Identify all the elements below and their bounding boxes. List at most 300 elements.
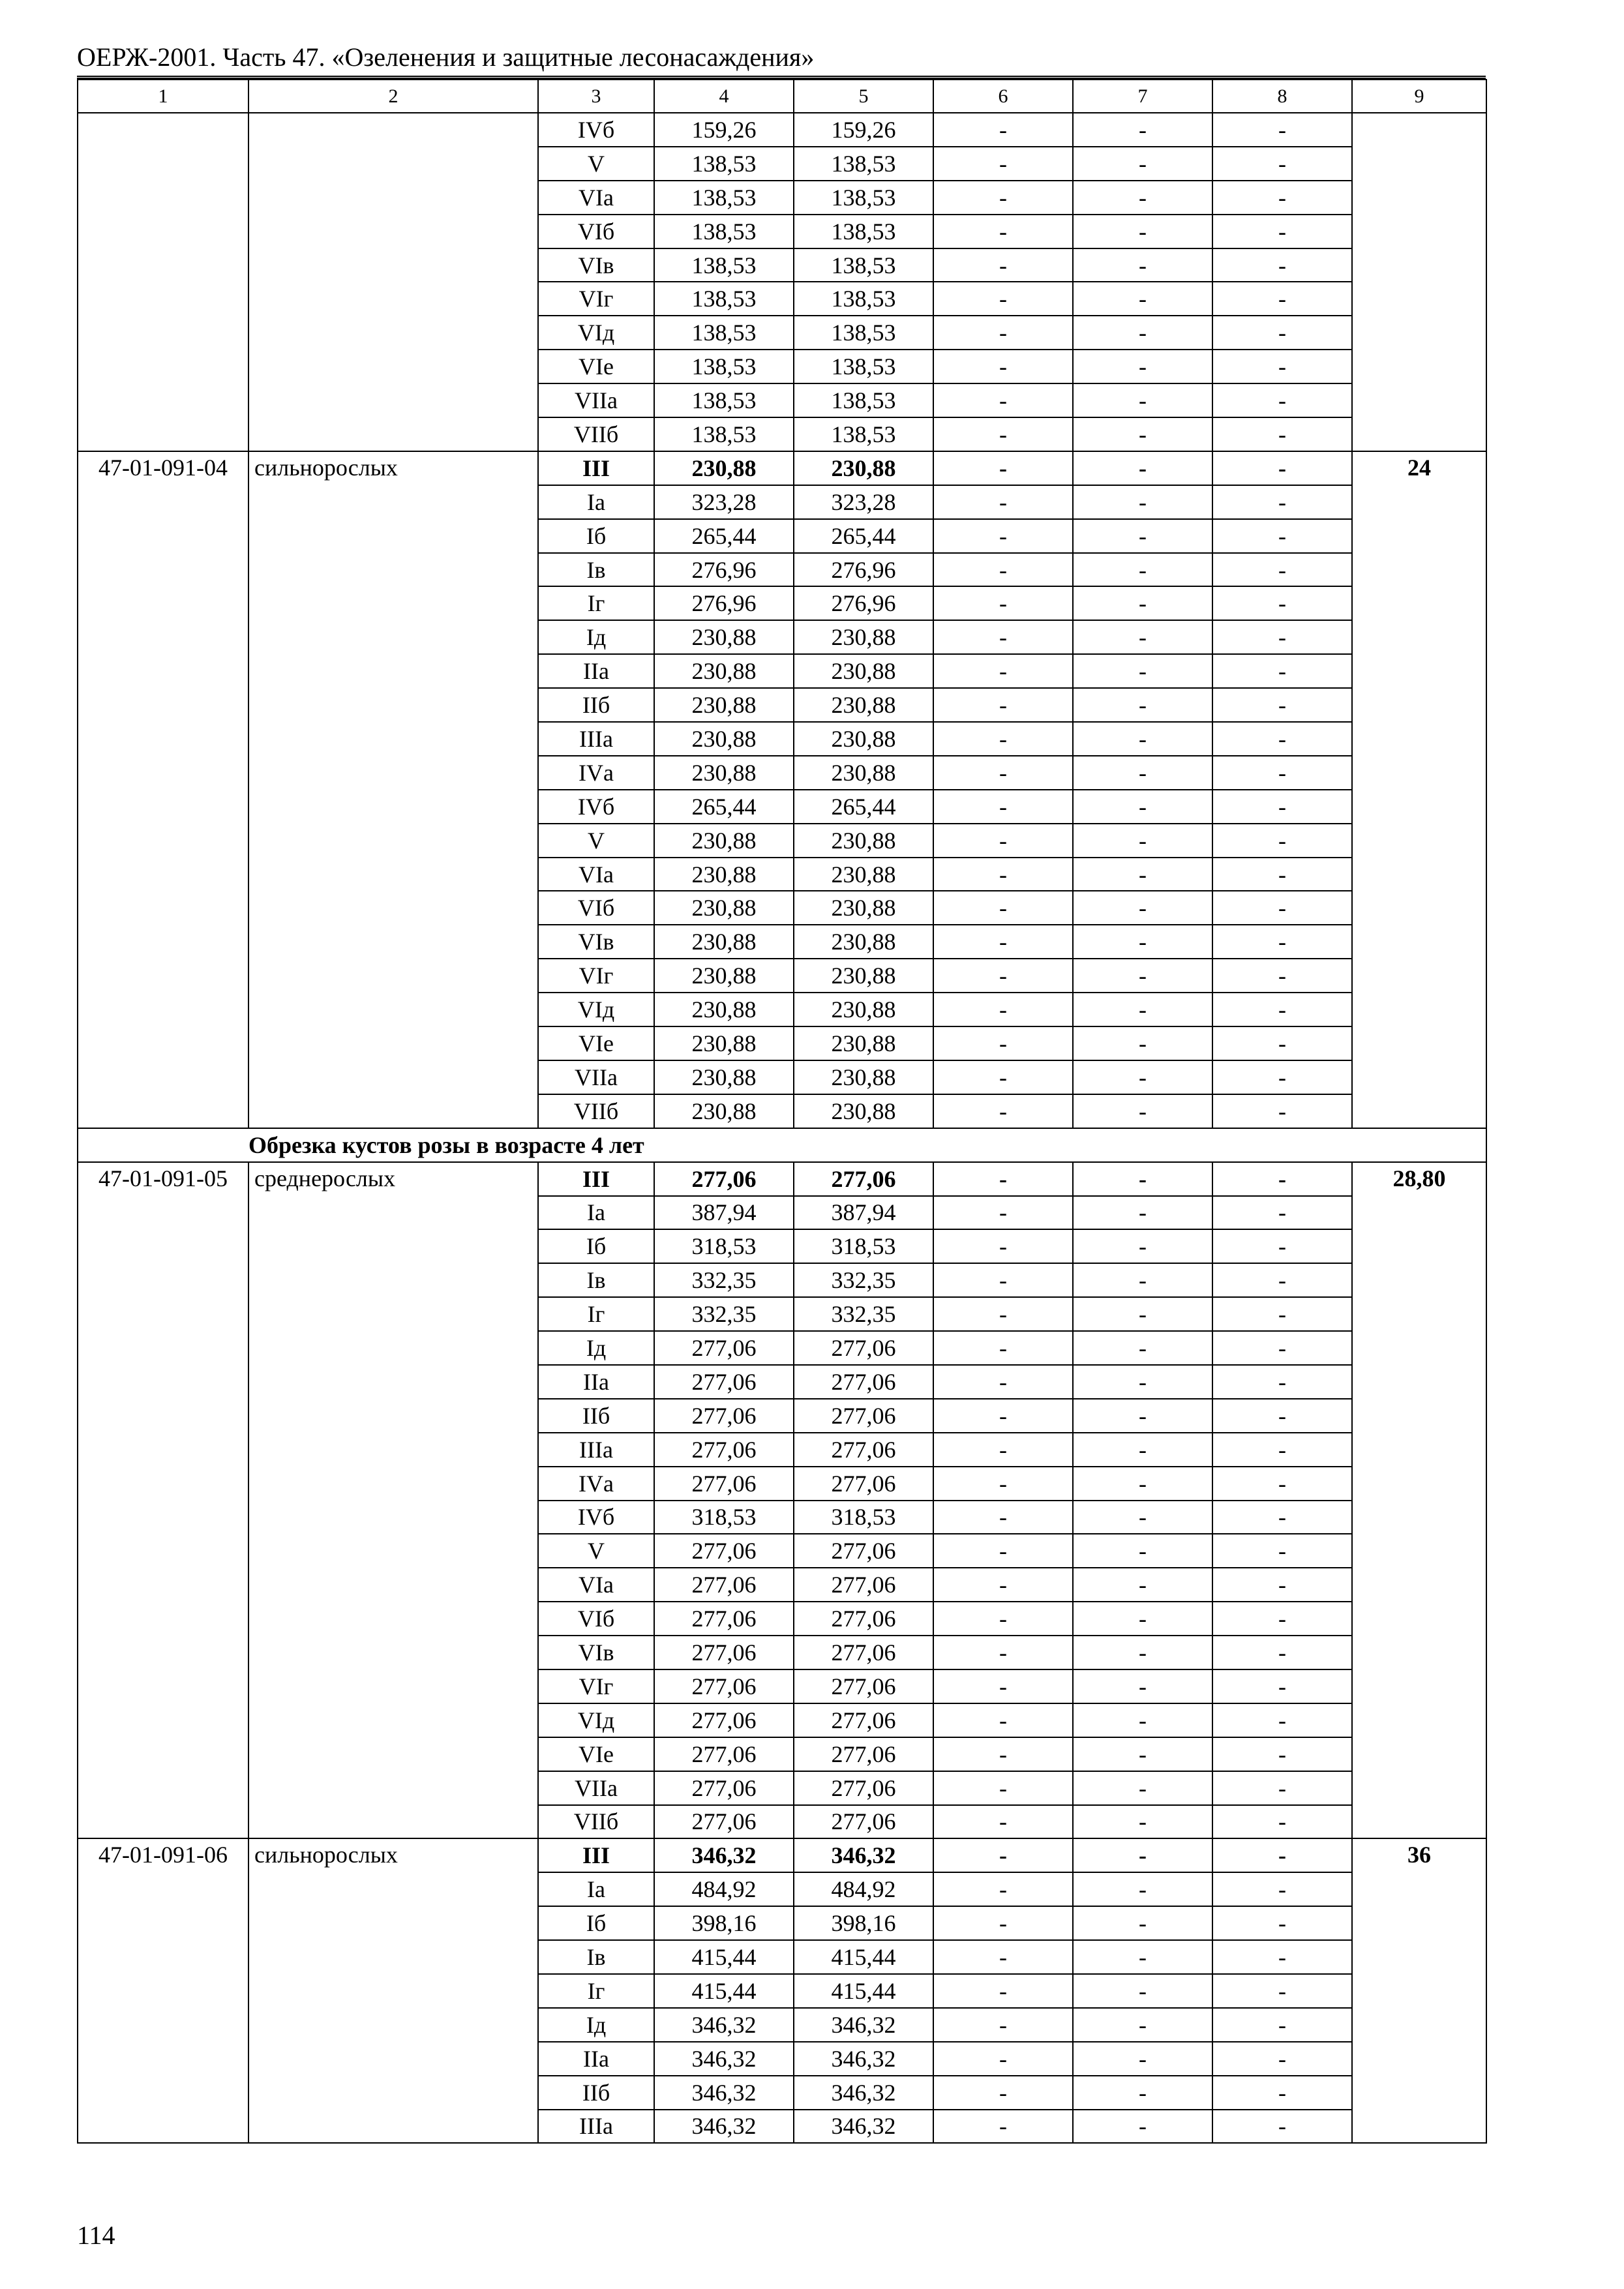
value-col5: 277,06 [794, 1162, 933, 1196]
dash-col7: - [1073, 1094, 1212, 1128]
value-col4: 230,88 [654, 925, 794, 959]
dash-col6: - [933, 1974, 1073, 2008]
rate-name: сильнорослых [248, 451, 538, 1128]
value-col4: 277,06 [654, 1365, 794, 1399]
dash-col6: - [933, 1703, 1073, 1737]
value-col5: 346,32 [794, 2110, 933, 2144]
dash-col6: - [933, 1501, 1073, 1534]
value-col5: 346,32 [794, 1838, 933, 1872]
dash-col8: - [1212, 2008, 1352, 2042]
zone-cell: IVб [538, 790, 654, 824]
value-col4: 138,53 [654, 350, 794, 383]
column-number: 9 [1352, 80, 1486, 113]
column-number: 4 [654, 80, 794, 113]
value-col4: 484,92 [654, 1872, 794, 1906]
dash-col8: - [1212, 350, 1352, 383]
column-number-row [78, 80, 1486, 113]
section-spacer [78, 1128, 248, 1162]
dash-col8: - [1212, 1805, 1352, 1839]
column-number: 7 [1073, 80, 1212, 113]
dash-col6: - [933, 1196, 1073, 1230]
value-col4: 159,26 [654, 113, 794, 147]
dash-col6: - [933, 215, 1073, 248]
dash-col7: - [1073, 248, 1212, 282]
value-col4: 277,06 [654, 1669, 794, 1703]
zone-cell: V [538, 147, 654, 181]
dash-col6: - [933, 417, 1073, 451]
dash-col8: - [1212, 248, 1352, 282]
dash-col6: - [933, 113, 1073, 147]
value-col4: 277,06 [654, 1399, 794, 1433]
dash-col7: - [1073, 688, 1212, 722]
dash-col8: - [1212, 993, 1352, 1026]
zone-cell: VIа [538, 181, 654, 215]
dash-col6: - [933, 1094, 1073, 1128]
dash-col7: - [1073, 350, 1212, 383]
value-col5: 159,26 [794, 113, 933, 147]
zone-cell: VIIб [538, 1805, 654, 1839]
dash-col6: - [933, 1467, 1073, 1501]
dash-col8: - [1212, 959, 1352, 993]
value-col5: 230,88 [794, 1094, 933, 1128]
dash-col7: - [1073, 1805, 1212, 1839]
zone-cell: IIIа [538, 2110, 654, 2144]
dash-col6: - [933, 586, 1073, 620]
zone-cell: VIд [538, 1703, 654, 1737]
dash-col8: - [1212, 1872, 1352, 1906]
value-col4: 265,44 [654, 519, 794, 553]
zone-cell: III [538, 1838, 654, 1872]
value-col4: 277,06 [654, 1467, 794, 1501]
dash-col8: - [1212, 147, 1352, 181]
dash-col6: - [933, 1365, 1073, 1399]
rate-name: среднерослых [248, 1162, 538, 1839]
zone-cell: IIа [538, 1365, 654, 1399]
value-col5: 138,53 [794, 417, 933, 451]
value-col4: 387,94 [654, 1196, 794, 1230]
value-col4: 277,06 [654, 1568, 794, 1602]
column-number: 6 [933, 80, 1073, 113]
dash-col7: - [1073, 1669, 1212, 1703]
value-col4: 346,32 [654, 1838, 794, 1872]
value-col4: 398,16 [654, 1906, 794, 1940]
dash-col8: - [1212, 451, 1352, 485]
value-col5: 138,53 [794, 215, 933, 248]
dash-col8: - [1212, 485, 1352, 519]
dash-col7: - [1073, 790, 1212, 824]
zone-cell: IIб [538, 1399, 654, 1433]
zone-cell: VIа [538, 858, 654, 891]
dash-col7: - [1073, 959, 1212, 993]
value-col4: 230,88 [654, 654, 794, 688]
rate-code: 47-01-091-06 [78, 1838, 248, 2143]
dash-col8: - [1212, 1974, 1352, 2008]
value-col5: 277,06 [794, 1669, 933, 1703]
value-col4: 230,88 [654, 858, 794, 891]
page-header-title: ОЕРЖ-2001. Часть 47. «Озеленения и защитные лесонасаждения» [77, 39, 1486, 79]
zone-cell: VIв [538, 1636, 654, 1669]
zone-cell: VIд [538, 316, 654, 350]
value-col4: 138,53 [654, 282, 794, 316]
dash-col7: - [1073, 620, 1212, 654]
value-col5: 415,44 [794, 1940, 933, 1974]
value-col4: 415,44 [654, 1940, 794, 1974]
dash-col8: - [1212, 215, 1352, 248]
dash-col8: - [1212, 1838, 1352, 1872]
value-col5: 138,53 [794, 248, 933, 282]
dash-col7: - [1073, 147, 1212, 181]
dash-col8: - [1212, 417, 1352, 451]
value-col5: 398,16 [794, 1906, 933, 1940]
zone-cell: IIб [538, 688, 654, 722]
dash-col7: - [1073, 1263, 1212, 1297]
dash-col6: - [933, 722, 1073, 756]
value-col4: 276,96 [654, 553, 794, 587]
value-col5: 277,06 [794, 1703, 933, 1737]
dash-col8: - [1212, 1026, 1352, 1060]
dash-col6: - [933, 1872, 1073, 1906]
value-col4: 318,53 [654, 1501, 794, 1534]
dash-col6: - [933, 1331, 1073, 1365]
zone-cell: VIг [538, 959, 654, 993]
value-col5: 318,53 [794, 1229, 933, 1263]
value-col4: 277,06 [654, 1703, 794, 1737]
dash-col6: - [933, 620, 1073, 654]
dash-col6: - [933, 383, 1073, 417]
dash-col6: - [933, 1229, 1073, 1263]
zone-cell: IVа [538, 1467, 654, 1501]
value-col5: 230,88 [794, 756, 933, 790]
dash-col8: - [1212, 925, 1352, 959]
value-col4: 346,32 [654, 2042, 794, 2076]
dash-col6: - [933, 1669, 1073, 1703]
zone-cell: VIг [538, 1669, 654, 1703]
dash-col8: - [1212, 1906, 1352, 1940]
zone-cell: IIIа [538, 722, 654, 756]
dash-col6: - [933, 688, 1073, 722]
dash-col7: - [1073, 2042, 1212, 2076]
dash-col8: - [1212, 1737, 1352, 1771]
dash-col7: - [1073, 1060, 1212, 1094]
value-col5: 138,53 [794, 181, 933, 215]
dash-col8: - [1212, 1297, 1352, 1331]
value-col5: 230,88 [794, 722, 933, 756]
dash-col7: - [1073, 993, 1212, 1026]
dash-col8: - [1212, 722, 1352, 756]
dash-col6: - [933, 1162, 1073, 1196]
zone-cell: IIа [538, 2042, 654, 2076]
value-col4: 277,06 [654, 1636, 794, 1669]
section-row [78, 1128, 1486, 1162]
dash-col7: - [1073, 1196, 1212, 1230]
dash-col6: - [933, 993, 1073, 1026]
zone-cell: VIе [538, 1026, 654, 1060]
dash-col7: - [1073, 1331, 1212, 1365]
dash-col6: - [933, 1433, 1073, 1467]
value-col4: 277,06 [654, 1602, 794, 1636]
dash-col7: - [1073, 1974, 1212, 2008]
rates-table [77, 79, 1487, 2144]
value-col5: 138,53 [794, 316, 933, 350]
col9-value: 36 [1352, 1838, 1486, 2143]
dash-col7: - [1073, 2110, 1212, 2144]
dash-col8: - [1212, 1229, 1352, 1263]
dash-col6: - [933, 891, 1073, 925]
dash-col6: - [933, 2110, 1073, 2144]
table-row [78, 113, 1486, 147]
dash-col7: - [1073, 113, 1212, 147]
zone-cell: VIIа [538, 1060, 654, 1094]
zone-cell: Iа [538, 1196, 654, 1230]
dash-col8: - [1212, 1094, 1352, 1128]
dash-col6: - [933, 925, 1073, 959]
dash-col7: - [1073, 925, 1212, 959]
zone-cell: VIд [538, 993, 654, 1026]
zone-cell: Iг [538, 586, 654, 620]
value-col5: 277,06 [794, 1365, 933, 1399]
value-col4: 230,88 [654, 824, 794, 858]
dash-col8: - [1212, 1636, 1352, 1669]
value-col5: 230,88 [794, 925, 933, 959]
dash-col8: - [1212, 1331, 1352, 1365]
dash-col8: - [1212, 553, 1352, 587]
table-row [78, 451, 1486, 485]
dash-col6: - [933, 1737, 1073, 1771]
value-col5: 230,88 [794, 1026, 933, 1060]
dash-col7: - [1073, 316, 1212, 350]
dash-col7: - [1073, 1433, 1212, 1467]
dash-col6: - [933, 1906, 1073, 1940]
value-col5: 318,53 [794, 1501, 933, 1534]
column-number: 8 [1212, 80, 1352, 113]
value-col5: 138,53 [794, 383, 933, 417]
dash-col6: - [933, 959, 1073, 993]
dash-col6: - [933, 1636, 1073, 1669]
dash-col8: - [1212, 383, 1352, 417]
dash-col6: - [933, 1399, 1073, 1433]
dash-col8: - [1212, 1703, 1352, 1737]
value-col4: 346,32 [654, 2110, 794, 2144]
table-row [78, 1838, 1486, 1872]
value-col5: 277,06 [794, 1467, 933, 1501]
rate-name: сильнорослых [248, 1838, 538, 2143]
dash-col6: - [933, 1771, 1073, 1805]
zone-cell: V [538, 824, 654, 858]
dash-col8: - [1212, 282, 1352, 316]
value-col4: 230,88 [654, 1060, 794, 1094]
zone-cell: III [538, 1162, 654, 1196]
zone-cell: Iв [538, 553, 654, 587]
value-col4: 415,44 [654, 1974, 794, 2008]
dash-col7: - [1073, 417, 1212, 451]
value-col4: 138,53 [654, 147, 794, 181]
dash-col8: - [1212, 2110, 1352, 2144]
dash-col7: - [1073, 181, 1212, 215]
dash-col6: - [933, 756, 1073, 790]
value-col5: 415,44 [794, 1974, 933, 2008]
dash-col6: - [933, 316, 1073, 350]
value-col5: 265,44 [794, 519, 933, 553]
dash-col7: - [1073, 451, 1212, 485]
zone-cell: VIе [538, 1737, 654, 1771]
dash-col8: - [1212, 1568, 1352, 1602]
dash-col8: - [1212, 858, 1352, 891]
dash-col7: - [1073, 1162, 1212, 1196]
dash-col8: - [1212, 1433, 1352, 1467]
value-col5: 387,94 [794, 1196, 933, 1230]
dash-col6: - [933, 1940, 1073, 1974]
zone-cell: IIб [538, 2076, 654, 2110]
zone-cell: IVб [538, 113, 654, 147]
value-col4: 230,88 [654, 959, 794, 993]
value-col5: 230,88 [794, 891, 933, 925]
dash-col7: - [1073, 1940, 1212, 1974]
value-col4: 230,88 [654, 688, 794, 722]
value-col5: 323,28 [794, 485, 933, 519]
dash-col7: - [1073, 1501, 1212, 1534]
value-col4: 138,53 [654, 417, 794, 451]
dash-col6: - [933, 1838, 1073, 1872]
value-col5: 138,53 [794, 147, 933, 181]
dash-col6: - [933, 2008, 1073, 2042]
zone-cell: VIб [538, 1602, 654, 1636]
dash-col8: - [1212, 688, 1352, 722]
zone-cell: VIIа [538, 383, 654, 417]
value-col4: 138,53 [654, 316, 794, 350]
value-col4: 277,06 [654, 1737, 794, 1771]
zone-cell: VIб [538, 891, 654, 925]
value-col5: 484,92 [794, 1872, 933, 1906]
zone-cell: Iб [538, 1229, 654, 1263]
rate-code [78, 113, 248, 451]
value-col4: 230,88 [654, 451, 794, 485]
dash-col8: - [1212, 1501, 1352, 1534]
value-col4: 138,53 [654, 248, 794, 282]
dash-col7: - [1073, 1737, 1212, 1771]
dash-col6: - [933, 350, 1073, 383]
dash-col6: - [933, 485, 1073, 519]
dash-col8: - [1212, 1534, 1352, 1568]
dash-col6: - [933, 181, 1073, 215]
dash-col8: - [1212, 1365, 1352, 1399]
value-col4: 230,88 [654, 722, 794, 756]
column-number: 2 [248, 80, 538, 113]
value-col5: 277,06 [794, 1805, 933, 1839]
zone-cell: Iд [538, 1331, 654, 1365]
value-col5: 332,35 [794, 1297, 933, 1331]
dash-col7: - [1073, 1636, 1212, 1669]
value-col4: 230,88 [654, 1026, 794, 1060]
zone-cell: IVб [538, 1501, 654, 1534]
dash-col6: - [933, 1534, 1073, 1568]
dash-col6: - [933, 147, 1073, 181]
dash-col6: - [933, 2042, 1073, 2076]
dash-col7: - [1073, 722, 1212, 756]
value-col5: 346,32 [794, 2042, 933, 2076]
zone-cell: Iв [538, 1263, 654, 1297]
value-col4: 230,88 [654, 756, 794, 790]
dash-col8: - [1212, 1669, 1352, 1703]
value-col5: 265,44 [794, 790, 933, 824]
value-col4: 277,06 [654, 1805, 794, 1839]
dash-col7: - [1073, 2008, 1212, 2042]
dash-col7: - [1073, 1365, 1212, 1399]
column-number: 1 [78, 80, 248, 113]
value-col4: 276,96 [654, 586, 794, 620]
value-col4: 277,06 [654, 1771, 794, 1805]
dash-col7: - [1073, 1229, 1212, 1263]
dash-col6: - [933, 2076, 1073, 2110]
dash-col6: - [933, 858, 1073, 891]
value-col4: 230,88 [654, 620, 794, 654]
dash-col6: - [933, 1297, 1073, 1331]
dash-col6: - [933, 1026, 1073, 1060]
value-col5: 277,06 [794, 1771, 933, 1805]
dash-col8: - [1212, 1399, 1352, 1433]
zone-cell: IIа [538, 654, 654, 688]
dash-col7: - [1073, 756, 1212, 790]
dash-col7: - [1073, 824, 1212, 858]
value-col5: 230,88 [794, 959, 933, 993]
dash-col6: - [933, 1602, 1073, 1636]
dash-col7: - [1073, 586, 1212, 620]
value-col5: 277,06 [794, 1602, 933, 1636]
value-col5: 277,06 [794, 1399, 933, 1433]
dash-col6: - [933, 824, 1073, 858]
dash-col7: - [1073, 1838, 1212, 1872]
dash-col7: - [1073, 858, 1212, 891]
dash-col7: - [1073, 1771, 1212, 1805]
col9-value [1352, 113, 1486, 451]
value-col4: 277,06 [654, 1433, 794, 1467]
value-col5: 277,06 [794, 1331, 933, 1365]
dash-col8: - [1212, 1196, 1352, 1230]
dash-col8: - [1212, 790, 1352, 824]
zone-cell: III [538, 451, 654, 485]
column-number: 3 [538, 80, 654, 113]
value-col4: 277,06 [654, 1162, 794, 1196]
dash-col7: - [1073, 1602, 1212, 1636]
table-row [78, 1162, 1486, 1196]
value-col5: 138,53 [794, 282, 933, 316]
dash-col7: - [1073, 1026, 1212, 1060]
zone-cell: VIв [538, 248, 654, 282]
zone-cell: Iб [538, 519, 654, 553]
dash-col6: - [933, 553, 1073, 587]
dash-col8: - [1212, 316, 1352, 350]
col9-value: 24 [1352, 451, 1486, 1128]
zone-cell: VIа [538, 1568, 654, 1602]
value-col4: 332,35 [654, 1263, 794, 1297]
value-col5: 230,88 [794, 688, 933, 722]
dash-col8: - [1212, 1162, 1352, 1196]
value-col4: 230,88 [654, 993, 794, 1026]
zone-cell: VIв [538, 925, 654, 959]
dash-col6: - [933, 790, 1073, 824]
value-col4: 230,88 [654, 1094, 794, 1128]
zone-cell: VIIа [538, 1771, 654, 1805]
dash-col6: - [933, 519, 1073, 553]
zone-cell: Iд [538, 620, 654, 654]
zone-cell: VIе [538, 350, 654, 383]
dash-col8: - [1212, 756, 1352, 790]
value-col5: 276,96 [794, 586, 933, 620]
value-col5: 230,88 [794, 654, 933, 688]
value-col5: 332,35 [794, 1263, 933, 1297]
dash-col8: - [1212, 586, 1352, 620]
zone-cell: VIб [538, 215, 654, 248]
page-number: 114 [77, 2221, 115, 2250]
